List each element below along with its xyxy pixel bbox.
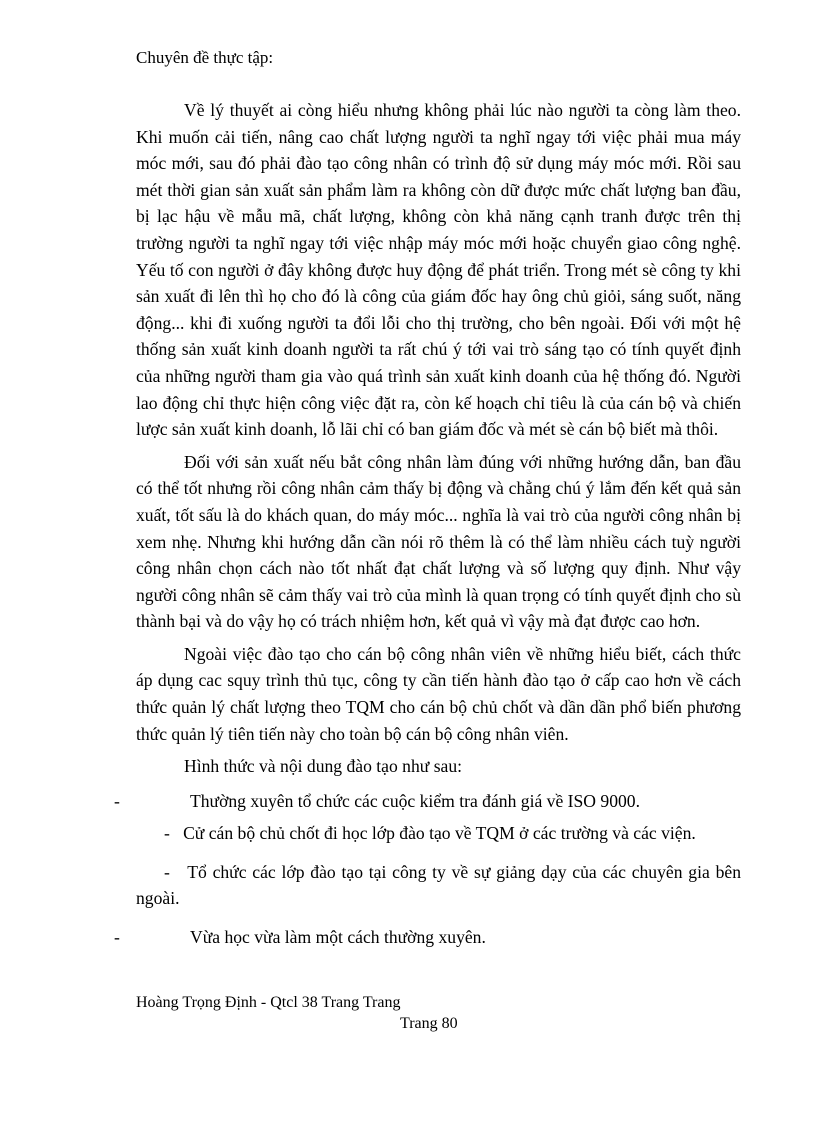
- paragraph-3: Ngoài việc đào tạo cho cán bộ công nhân viên về những hiểu biết, cách thức áp dụng cac squy trình thủ tục, công ty cần tiến hành đào tạo ở cấp cao hơn về cách thức quản lý chất lượng theo TQM cho cán bộ chủ chốt và dần dần phổ biến phương thức quản lý tiên tiến này cho toàn bộ cán bộ công nhân viên.: [136, 643, 741, 744]
- list-bullet: -: [114, 926, 120, 947]
- page-number-text: Trang 80: [400, 1015, 458, 1032]
- list-item: [0, 859, 741, 912]
- list-bullet: -: [114, 791, 120, 811]
- list-item-text: Vừa học vừa làm một cách thường xuyên.: [190, 926, 486, 947]
- list-item-text: [136, 859, 741, 912]
- page-footer: [136, 993, 400, 1012]
- list-item-content: Cử cán bộ chủ chốt đi học lớp đào tạo về TQM ở các trường và các viện.: [183, 823, 696, 843]
- list-item-content: Tổ chức các lớp đào tạo tại công ty về sự giảng dạy của các chuyên gia bên ngoài.: [136, 861, 741, 909]
- list-item-text: [136, 820, 741, 847]
- paragraph-4: Hình thức và nội dung đào tạo như sau:: [184, 756, 463, 777]
- training-list: [0, 788, 741, 954]
- list-item: [0, 924, 741, 954]
- paragraph-2: Đối với sản xuất nếu bắt công nhân làm đúng với những hướng dẫn, ban đầu có thể tốt nhưng rồi công nhân cảm thấy bị động và chẳng chú ý lắm đến kết quả sản xuất, tốt sấu là do khách quan, do máy móc... nghĩa là vai trò của người công nhân bị xem nhẹ. Nhưng khi hướng dẫn cần nói rõ thêm là có thể làm nhiều cách tuỳ người công nhân chọn cách nào tốt nhất đạt chất lượng và số lượng quy định. Như vậy người công nhân sẽ cảm thấy vai trò của mình là quan trọng có tính quyết định cho sù thành bại và do vậy họ có trách nhiệm hơn, kết quả vì vậy mà đạt được cao hơn.: [136, 451, 741, 632]
- footer-author: Hoàng Trọng Định - Qtcl 38 Trang Trang: [136, 994, 401, 1011]
- list-bullet: -: [164, 861, 170, 882]
- page-number: [400, 1014, 458, 1033]
- paragraph-1: Về lý thuyết ai còng hiểu nhưng không phải lúc nào người ta còng làm theo. Khi muốn cải tiến, nâng cao chất lượng người ta nghĩ ngay tới việc phải mua máy móc mới, sau đó phải đào tạo công nhân có trình độ sử dụng máy móc mới. Rồi sau mét thời gian sản xuất sản phẩm làm ra không còn dữ được mức chất lượng ban đầu, bị lạc hậu về mẫu mã, chất lượng, không còn khả năng cạnh tranh được trên thị trường người ta nghĩ ngay tới việc nhập máy móc mới hoặc chuyển giao công nghệ. Yếu tố con người ở đây không được huy động để phát triển. Trong mét sè công ty khi sản xuất đi lên thì họ cho đó là công của giám đốc hay ông chủ giỏi, sáng suốt, năng động... khi đi xuống người ta đổi lỗi cho thị trường, cho bên ngoài. Đối với một hệ thống sản xuất kinh doanh người ta rất chú ý tới vai trò sáng tạo có tính quyết định của những người tham gia vào quá trình sản xuất kinh doanh của hệ thống đó. Người lao động chỉ thực hiện công việc đặt ra, còn kế hoạch chỉ tiêu là của cán bộ và chiến lược sản xuất kinh doanh, lỗ lãi chỉ có ban giám đốc và mét sè cán bộ biết mà thôi.: [136, 100, 741, 440]
- document-body: [136, 97, 741, 788]
- document-header: [136, 48, 273, 68]
- list-item: [0, 788, 741, 818]
- list-item: [0, 820, 741, 847]
- list-item-text: Thường xuyên tổ chức các cuộc kiểm tra đánh giá về ISO 9000.: [190, 791, 640, 811]
- header-title: Chuyên đề thực tập:: [136, 48, 274, 67]
- list-bullet: -: [164, 823, 170, 843]
